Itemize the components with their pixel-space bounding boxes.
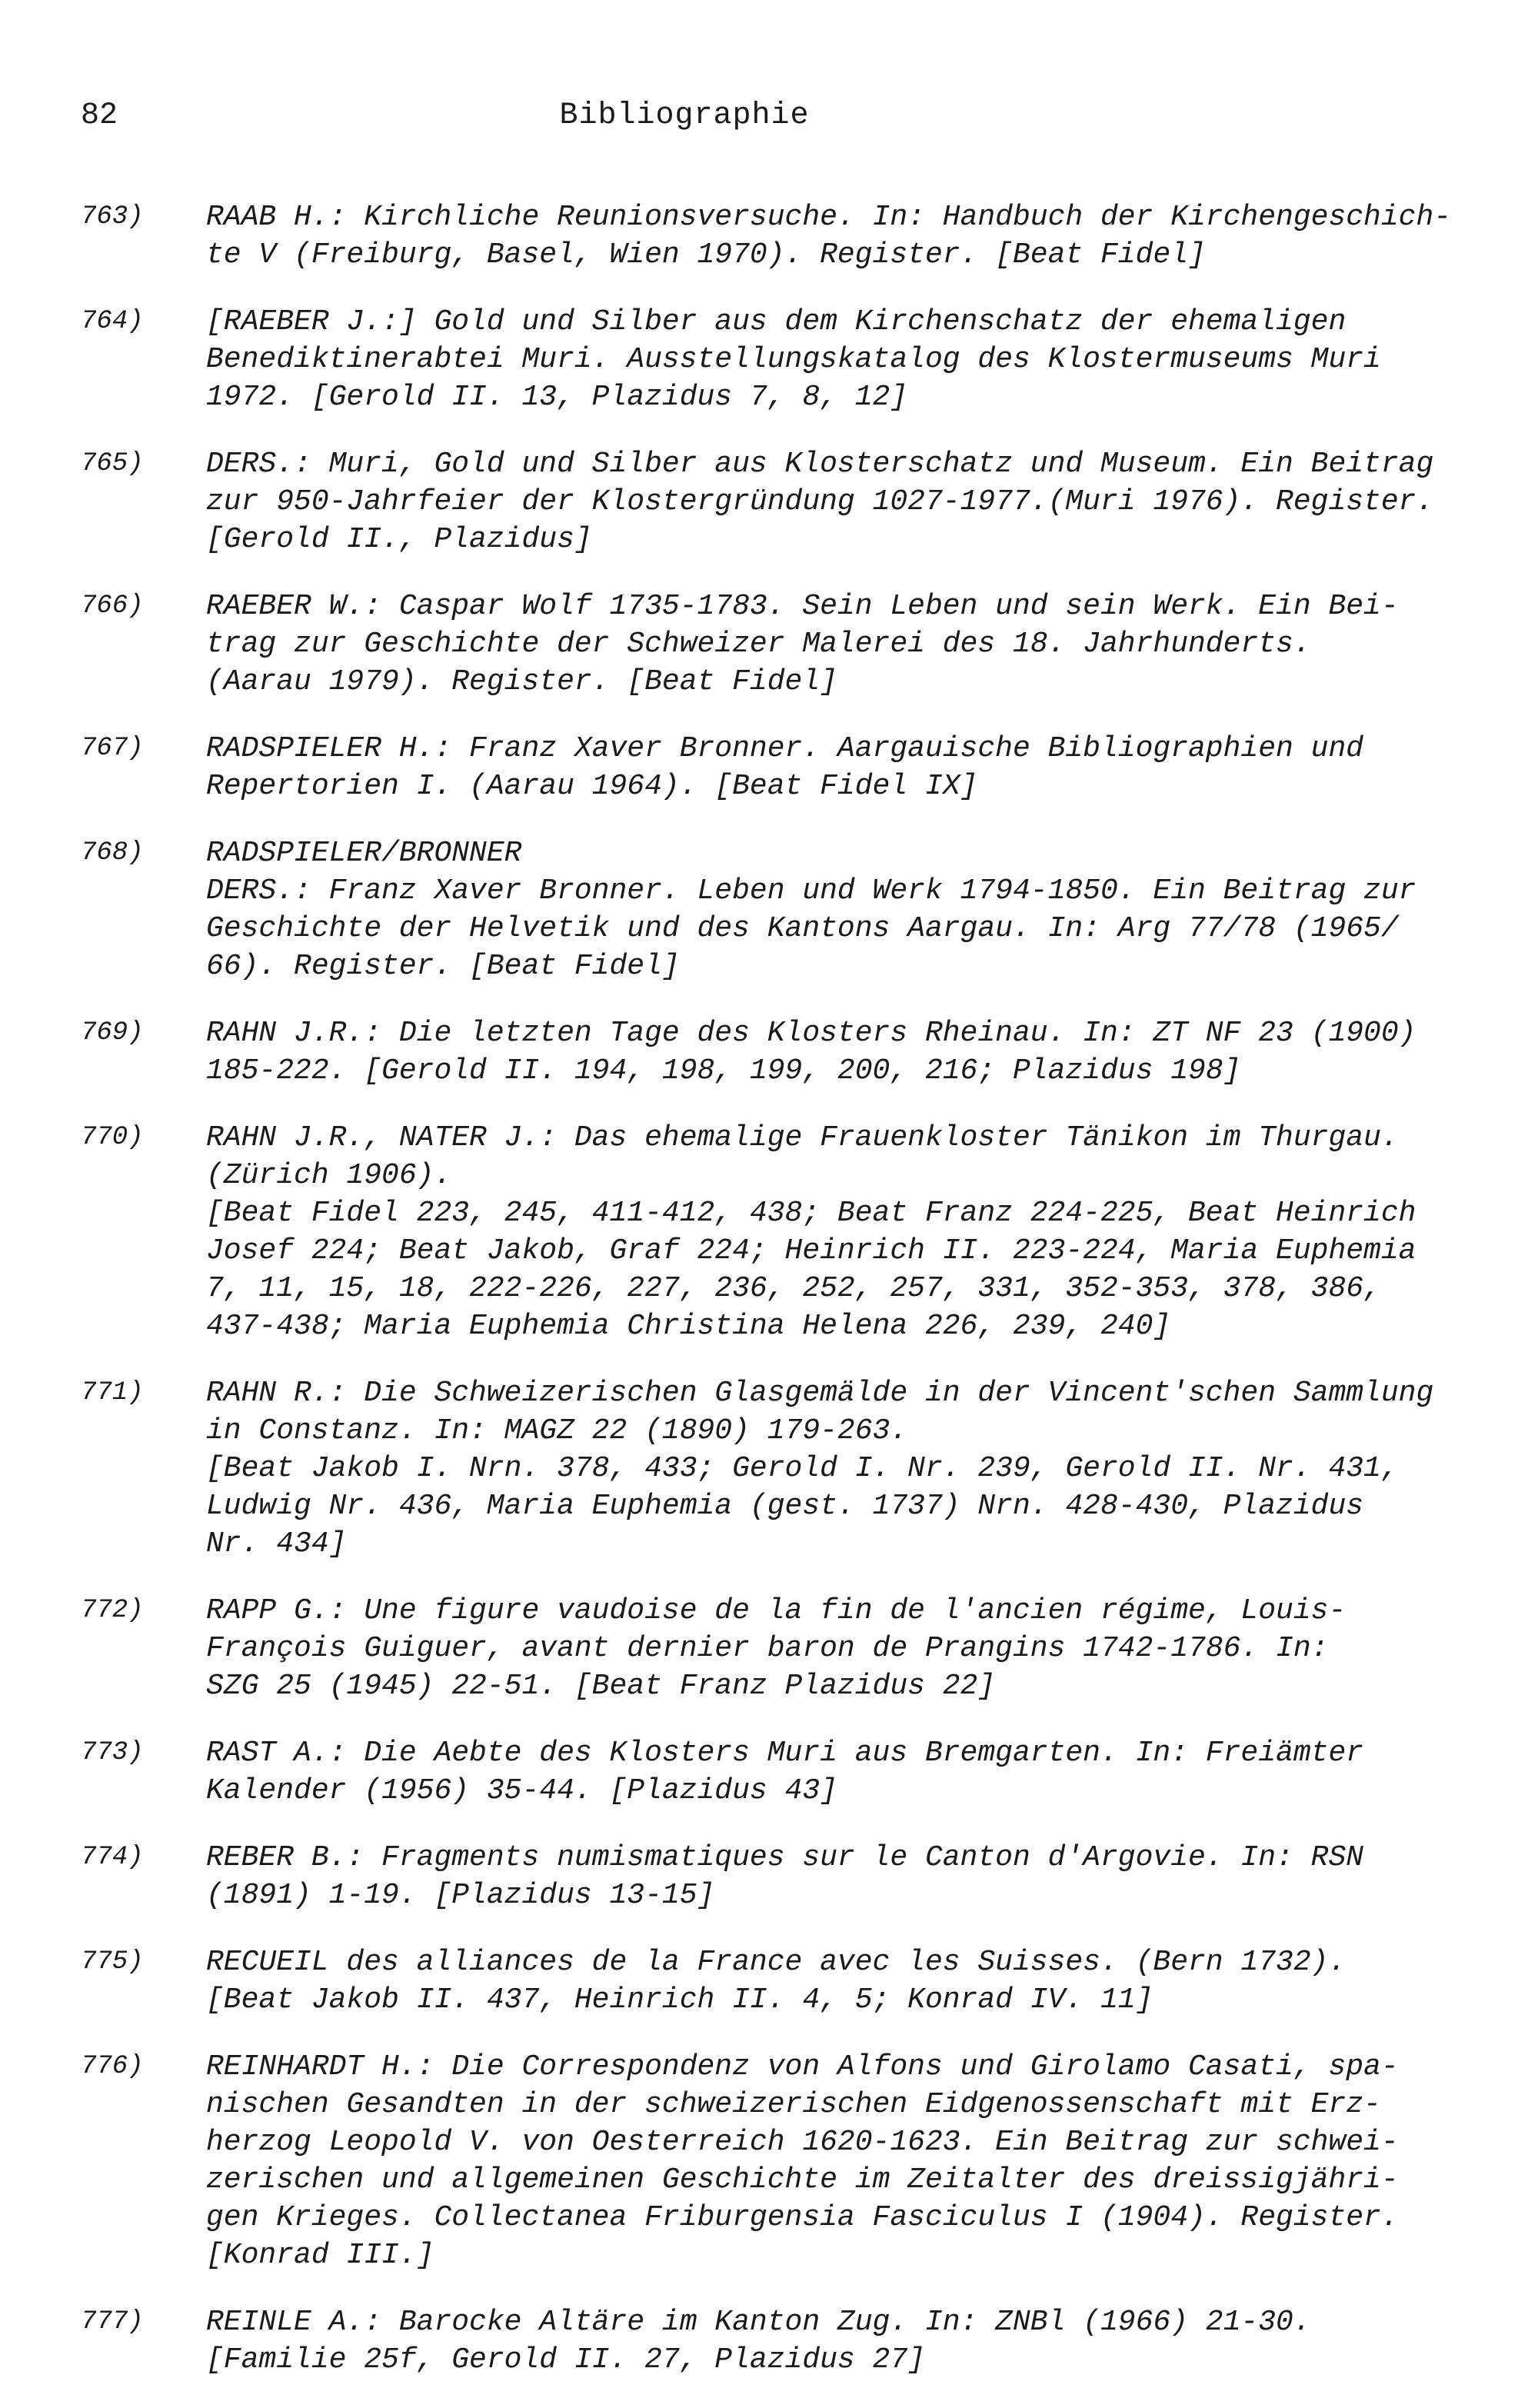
page-number: 82 xyxy=(81,98,118,133)
entry-line: SZG 25 (1945) 22-51. [Beat Franz Plazidus 22] xyxy=(206,1670,996,1703)
entry-text xyxy=(206,2048,1467,2274)
entry-number: 775) xyxy=(81,1947,144,1977)
entry-line: RAPP G.: Une figure vaudoise de la fin de l'ancien régime, Louis- xyxy=(206,1594,1347,1627)
bibliography-entry xyxy=(0,445,1538,558)
entry-line: 7, 11, 15, 18, 222-226, 227, 236, 252, 257, 331, 352-353, 378, 386, xyxy=(206,1272,1381,1305)
entry-text xyxy=(206,1592,1467,1705)
entry-line: 66). Register. [Beat Fidel] xyxy=(206,950,680,983)
bibliography-entry xyxy=(0,834,1538,985)
bibliography-entry xyxy=(0,1839,1538,1914)
entry-line: RAAB H.: Kirchliche Reunionsversuche. In: Handbuch der Kirchengeschich- xyxy=(206,201,1452,234)
bibliography-entry xyxy=(0,730,1538,805)
entry-line: François Guiguer, avant dernier baron de Prangins 1742-1786. In: xyxy=(206,1632,1329,1665)
entry-line: gen Krieges. Collectanea Friburgensia Fasciculus I (1904). Register. xyxy=(206,2201,1399,2234)
entry-text xyxy=(206,2303,1467,2379)
entry-line: 185-222. [Gerold II. 194, 198, 199, 200, 216; Plazidus 198] xyxy=(206,1054,1241,1087)
entry-line: [Konrad III.] xyxy=(206,2239,434,2272)
bibliography-entry xyxy=(0,2048,1538,2274)
entry-line: RAHN J.R.: Die letzten Tage des Klosters Rheinau. In: ZT NF 23 (1900) xyxy=(206,1017,1416,1050)
bibliography-entry xyxy=(0,588,1538,701)
entry-line: te V (Freiburg, Basel, Wien 1970). Register. [Beat Fidel] xyxy=(206,238,1206,271)
entry-line: [Familie 25f, Gerold II. 27, Plazidus 27] xyxy=(206,2343,925,2376)
bibliography-list xyxy=(0,198,1538,2408)
entry-line: RAEBER W.: Caspar Wolf 1735-1783. Sein Leben und sein Werk. Ein Bei- xyxy=(206,590,1399,623)
entry-line: Ludwig Nr. 436, Maria Euphemia (gest. 1737) Nrn. 428-430, Plazidus xyxy=(206,1490,1364,1523)
entry-line: REINHARDT H.: Die Correspondenz von Alfons und Girolamo Casati, spa- xyxy=(206,2050,1399,2083)
bibliography-entry xyxy=(0,1734,1538,1810)
bibliography-entry xyxy=(0,1374,1538,1563)
entry-line: Repertorien I. (Aarau 1964). [Beat Fidel IX] xyxy=(206,770,978,803)
entry-text xyxy=(206,198,1467,274)
page-header xyxy=(0,98,1538,145)
entry-number: 763) xyxy=(81,202,144,231)
entry-line: 437-438; Maria Euphemia Christina Helena 226, 239, 240] xyxy=(206,1310,1171,1343)
entry-line: Benediktinerabtei Muri. Ausstellungskatalog des Klostermuseums Muri xyxy=(206,343,1381,376)
entry-line: DERS.: Muri, Gold und Silber aus Klosterschatz und Museum. Ein Beitrag xyxy=(206,448,1434,481)
entry-number: 768) xyxy=(81,838,144,868)
bibliography-entry xyxy=(0,198,1538,274)
entry-number: 776) xyxy=(81,2052,144,2081)
page-title: Bibliographie xyxy=(559,98,810,133)
bibliography-entry xyxy=(0,303,1538,416)
entry-number: 766) xyxy=(81,591,144,621)
entry-line: Josef 224; Beat Jakob, Graf 224; Heinrich II. 223-224, Maria Euphemia xyxy=(206,1234,1416,1267)
entry-line: RAST A.: Die Aebte des Klosters Muri aus Bremgarten. In: Freiämter xyxy=(206,1737,1364,1770)
entry-line: 1972. [Gerold II. 13, Plazidus 7, 8, 12] xyxy=(206,381,908,414)
entry-line: [RAEBER J.:] Gold und Silber aus dem Kirchenschatz der ehemaligen xyxy=(206,305,1347,338)
entry-number: 771) xyxy=(81,1378,144,1407)
entry-line: [Beat Jakob I. Nrn. 378, 433; Gerold I. Nr. 239, Gerold II. Nr. 431, xyxy=(206,1452,1399,1485)
entry-line: Geschichte der Helvetik und des Kantons Aargau. In: Arg 77/78 (1965/ xyxy=(206,912,1399,945)
entry-number: 770) xyxy=(81,1123,144,1152)
bibliography-entry xyxy=(0,1014,1538,1090)
entry-number: 764) xyxy=(81,307,144,336)
entry-text xyxy=(206,1374,1467,1563)
bibliography-entry xyxy=(0,1592,1538,1705)
entry-number: 765) xyxy=(81,449,144,478)
entry-text xyxy=(206,1014,1467,1090)
entry-line: (Aarau 1979). Register. [Beat Fidel] xyxy=(206,665,837,698)
entry-line: RADSPIELER H.: Franz Xaver Bronner. Aargauische Bibliographien und xyxy=(206,732,1364,765)
entry-text xyxy=(206,445,1467,558)
entry-text xyxy=(206,1943,1467,2019)
entry-line: zur 950-Jahrfeier der Klostergründung 1027-1977.(Muri 1976). Register. xyxy=(206,485,1434,518)
entry-line: RAHN R.: Die Schweizerischen Glasgemälde in der Vincent'schen Sammlung xyxy=(206,1377,1434,1410)
entry-number: 774) xyxy=(81,1843,144,1872)
entry-text xyxy=(206,730,1467,805)
entry-line: REBER B.: Fragments numismatiques sur le Canton d'Argovie. In: RSN xyxy=(206,1841,1364,1874)
entry-text xyxy=(206,1119,1467,1345)
entry-text xyxy=(206,1734,1467,1810)
entry-number: 767) xyxy=(81,734,144,763)
entry-line: nischen Gesandten in der schweizerischen Eidgenossenschaft mit Erz- xyxy=(206,2088,1381,2121)
entry-line: RADSPIELER/BRONNER xyxy=(206,837,522,870)
entry-line: (Zürich 1906). xyxy=(206,1159,452,1192)
entry-line: Kalender (1956) 35-44. [Plazidus 43] xyxy=(206,1774,837,1807)
entry-line: DERS.: Franz Xaver Bronner. Leben und Werk 1794-1850. Ein Beitrag zur xyxy=(206,874,1416,908)
entry-text xyxy=(206,588,1467,701)
entry-line: [Gerold II., Plazidus] xyxy=(206,523,592,556)
entry-line: RECUEIL des alliances de la France avec les Suisses. (Bern 1732). xyxy=(206,1946,1347,1979)
bibliography-entry xyxy=(0,1119,1538,1345)
entry-text xyxy=(206,1839,1467,1914)
entry-line: Nr. 434] xyxy=(206,1527,347,1560)
bibliography-entry xyxy=(0,2303,1538,2379)
entry-number: 769) xyxy=(81,1018,144,1047)
entry-number: 772) xyxy=(81,1596,144,1625)
entry-line: herzog Leopold V. von Oesterreich 1620-1623. Ein Beitrag zur schwei- xyxy=(206,2126,1399,2159)
entry-line: [Beat Fidel 223, 245, 411-412, 438; Beat Franz 224-225, Beat Heinrich xyxy=(206,1197,1416,1230)
entry-line: zerischen und allgemeinen Geschichte im Zeitalter des dreissigjähri- xyxy=(206,2163,1399,2197)
entry-number: 773) xyxy=(81,1738,144,1767)
entry-line: REINLE A.: Barocke Altäre im Kanton Zug. In: ZNBl (1966) 21-30. xyxy=(206,2306,1311,2339)
entry-text xyxy=(206,834,1467,985)
entry-line: (1891) 1-19. [Plazidus 13-15] xyxy=(206,1879,715,1912)
entry-text xyxy=(206,303,1467,416)
entry-line: [Beat Jakob II. 437, Heinrich II. 4, 5; Konrad IV. 11] xyxy=(206,1983,1154,2017)
entry-number: 777) xyxy=(81,2307,144,2336)
bibliography-entry xyxy=(0,1943,1538,2019)
entry-line: RAHN J.R., NATER J.: Das ehemalige Frauenkloster Tänikon im Thurgau. xyxy=(206,1121,1399,1154)
entry-line: in Constanz. In: MAGZ 22 (1890) 179-263. xyxy=(206,1414,908,1447)
entry-line: trag zur Geschichte der Schweizer Malerei des 18. Jahrhunderts. xyxy=(206,628,1311,661)
